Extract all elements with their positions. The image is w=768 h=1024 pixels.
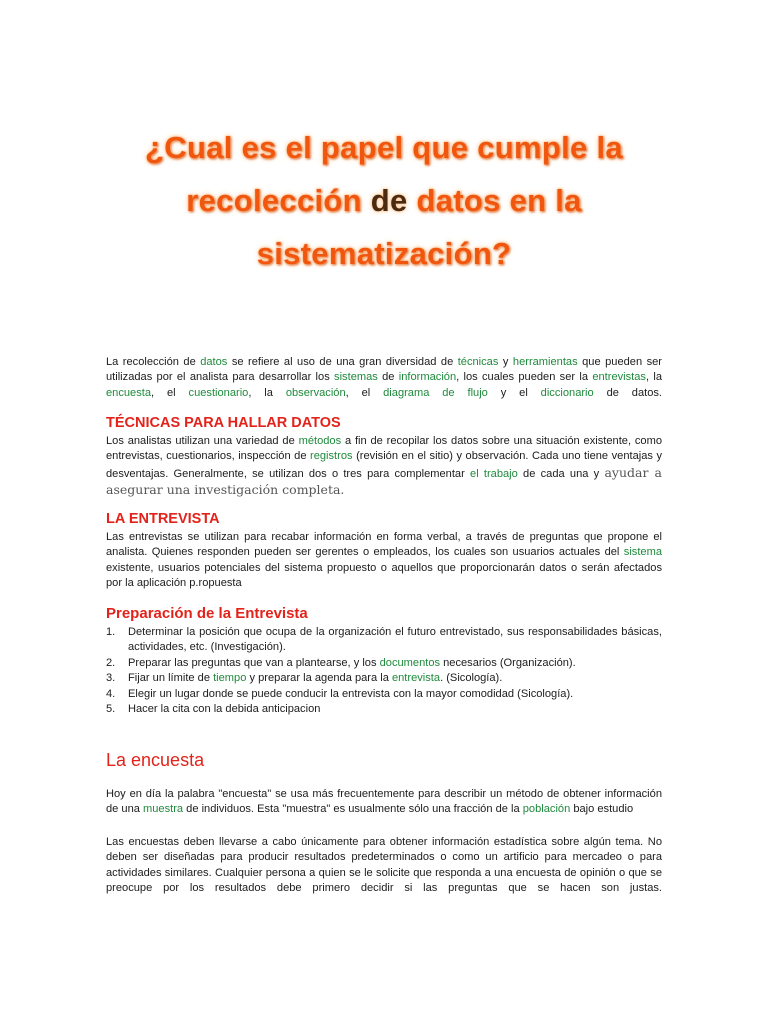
text-run: Las entrevistas se utilizan para recabar información en forma verbal, a través de preguntas que propone el analista. Quienes responden pueden ser gerentes o empleados, los cuales son usuarios actuales del bbox=[106, 531, 662, 559]
link-entrevista[interactable]: entrevista bbox=[391, 672, 441, 685]
text-run: y el bbox=[487, 386, 541, 399]
list-number: 3. bbox=[106, 672, 116, 685]
text-run: , la bbox=[645, 371, 663, 384]
heading-encuesta: La encuesta bbox=[106, 750, 205, 770]
list-number: 5. bbox=[106, 703, 116, 716]
text-run: existente, usuarios potenciales del sistema propuesto o aquellos que proporcionarán datos o serán afectados por la aplicación p.ropuesta bbox=[106, 561, 662, 590]
text-run: y bbox=[498, 356, 513, 368]
link-diccionario[interactable]: diccionario bbox=[540, 386, 594, 399]
list-item bbox=[106, 702, 662, 717]
intro-paragraph bbox=[106, 355, 662, 401]
text-run: se refiere al uso de una gran diversidad de bbox=[227, 356, 458, 368]
list-item-text: Elegir un lugar donde se puede conducir la entrevista con la mayor comodidad (Sicología). bbox=[128, 687, 574, 700]
list-item bbox=[106, 671, 662, 686]
list-item-text: Determinar la posición que ocupa de la organización el futuro entrevistado, sus responsabilidades básicas, actividades, etc. (Investigación). bbox=[128, 626, 662, 654]
list-item-text: Hacer la cita con la debida anticipacion bbox=[128, 703, 321, 716]
text-run: de cada una y bbox=[517, 467, 605, 480]
text-run: Preparar las preguntas que van a plantearse, y los bbox=[128, 656, 380, 669]
link-encuesta[interactable]: encuesta bbox=[106, 386, 152, 399]
preparacion-list bbox=[106, 625, 662, 717]
heading-preparacion: Preparación de la Entrevista bbox=[106, 605, 308, 622]
link-sistema[interactable]: sistema bbox=[623, 546, 662, 559]
link-cuestionario[interactable]: cuestionario bbox=[188, 386, 249, 399]
link-diagrama-de-flujo[interactable]: diagrama de flujo bbox=[383, 386, 488, 399]
link-informacion[interactable]: información bbox=[398, 371, 457, 384]
list-item bbox=[106, 656, 662, 671]
title-line-2a: recolección bbox=[186, 183, 371, 218]
list-number: 4. bbox=[106, 687, 116, 700]
text-run: , el bbox=[345, 386, 384, 399]
list-item bbox=[106, 625, 662, 656]
link-el-trabajo[interactable]: el trabajo bbox=[470, 467, 518, 480]
text-run: , el bbox=[151, 386, 189, 399]
link-observacion[interactable]: observación bbox=[285, 386, 346, 399]
text-run: bajo estudio bbox=[570, 803, 634, 816]
title-line-2c: datos en la bbox=[407, 183, 582, 218]
link-entrevistas[interactable]: entrevistas bbox=[592, 371, 646, 384]
text-run: necesarios (Organización). bbox=[440, 656, 576, 669]
text-run: (revisión en el sitio) y observación. Cada uno tiene ventajas y desventajas. Generalmente, se utilizan dos o tres para complementar bbox=[106, 450, 662, 480]
list-number: 1. bbox=[106, 626, 116, 638]
link-muestra[interactable]: muestra bbox=[143, 803, 184, 816]
link-documentos[interactable]: documentos bbox=[379, 656, 441, 669]
text-run: , los cuales pueden ser la bbox=[456, 371, 593, 384]
text-run: Fijar un límite de bbox=[128, 672, 214, 685]
text-run: a fin de recopilar los datos sobre una situación existente, como entrevistas, cuestionarios, inspección de bbox=[106, 435, 662, 463]
link-tiempo[interactable]: tiempo bbox=[213, 672, 247, 685]
text-run: de bbox=[377, 371, 399, 384]
text-run: de individuos. Esta "muestra" es usualmente sólo una fracción de la bbox=[183, 803, 523, 816]
heading-tecnicas: TÉCNICAS PARA HALLAR DATOS bbox=[106, 415, 341, 431]
link-poblacion[interactable]: población bbox=[522, 803, 571, 816]
text-run: , la bbox=[248, 386, 286, 399]
link-datos[interactable]: datos bbox=[200, 356, 228, 368]
title-line-2b: de bbox=[370, 183, 408, 218]
text-run: que pueden ser utilizadas por el analista para desarrollar los bbox=[106, 356, 663, 384]
link-tecnicas[interactable]: técnicas bbox=[457, 356, 499, 368]
serif-text-run: ayudar a asegurar una investigación completa. bbox=[106, 464, 663, 498]
entrevista-paragraph bbox=[106, 530, 662, 592]
link-registros[interactable]: registros bbox=[310, 450, 353, 463]
text-run: Hoy en día la palabra "encuesta" se usa más frecuentemente para describir un método de obtener información de una bbox=[106, 788, 662, 816]
title-line-3: sistematización? bbox=[256, 236, 512, 271]
link-herramientas[interactable]: herramientas bbox=[512, 356, 578, 368]
text-run: de datos. bbox=[593, 386, 663, 399]
tecnicas-paragraph bbox=[106, 434, 662, 500]
encuesta-paragraph-2: Las encuestas deben llevarse a cabo únicamente para obtener información estadística sobre algún tema. No deben ser diseñadas para producir resultados predeterminados o como un artificio para mercadeo o para actividades similares. Cualquier persona a quien se le solicite que responda a una encuesta de opinión o que se preocupe por los resultados debe primero decidir si las preguntas que se hacen son justas. bbox=[106, 836, 662, 895]
text-run: La recolección de bbox=[106, 356, 201, 368]
title-line-2 bbox=[0, 183, 768, 219]
text-run: y preparar la agenda para la bbox=[246, 672, 392, 685]
text-run: Los analistas utilizan una variedad de bbox=[106, 435, 299, 447]
link-metodos[interactable]: métodos bbox=[298, 435, 342, 447]
heading-entrevista: LA ENTREVISTA bbox=[106, 511, 220, 527]
list-item bbox=[106, 687, 662, 702]
list-number: 2. bbox=[106, 656, 116, 669]
encuesta-paragraph-1 bbox=[106, 787, 662, 818]
link-sistemas[interactable]: sistemas bbox=[334, 371, 378, 384]
text-run: . (Sicología). bbox=[440, 672, 503, 685]
title-line-1: ¿Cual es el papel que cumple la bbox=[145, 130, 623, 165]
